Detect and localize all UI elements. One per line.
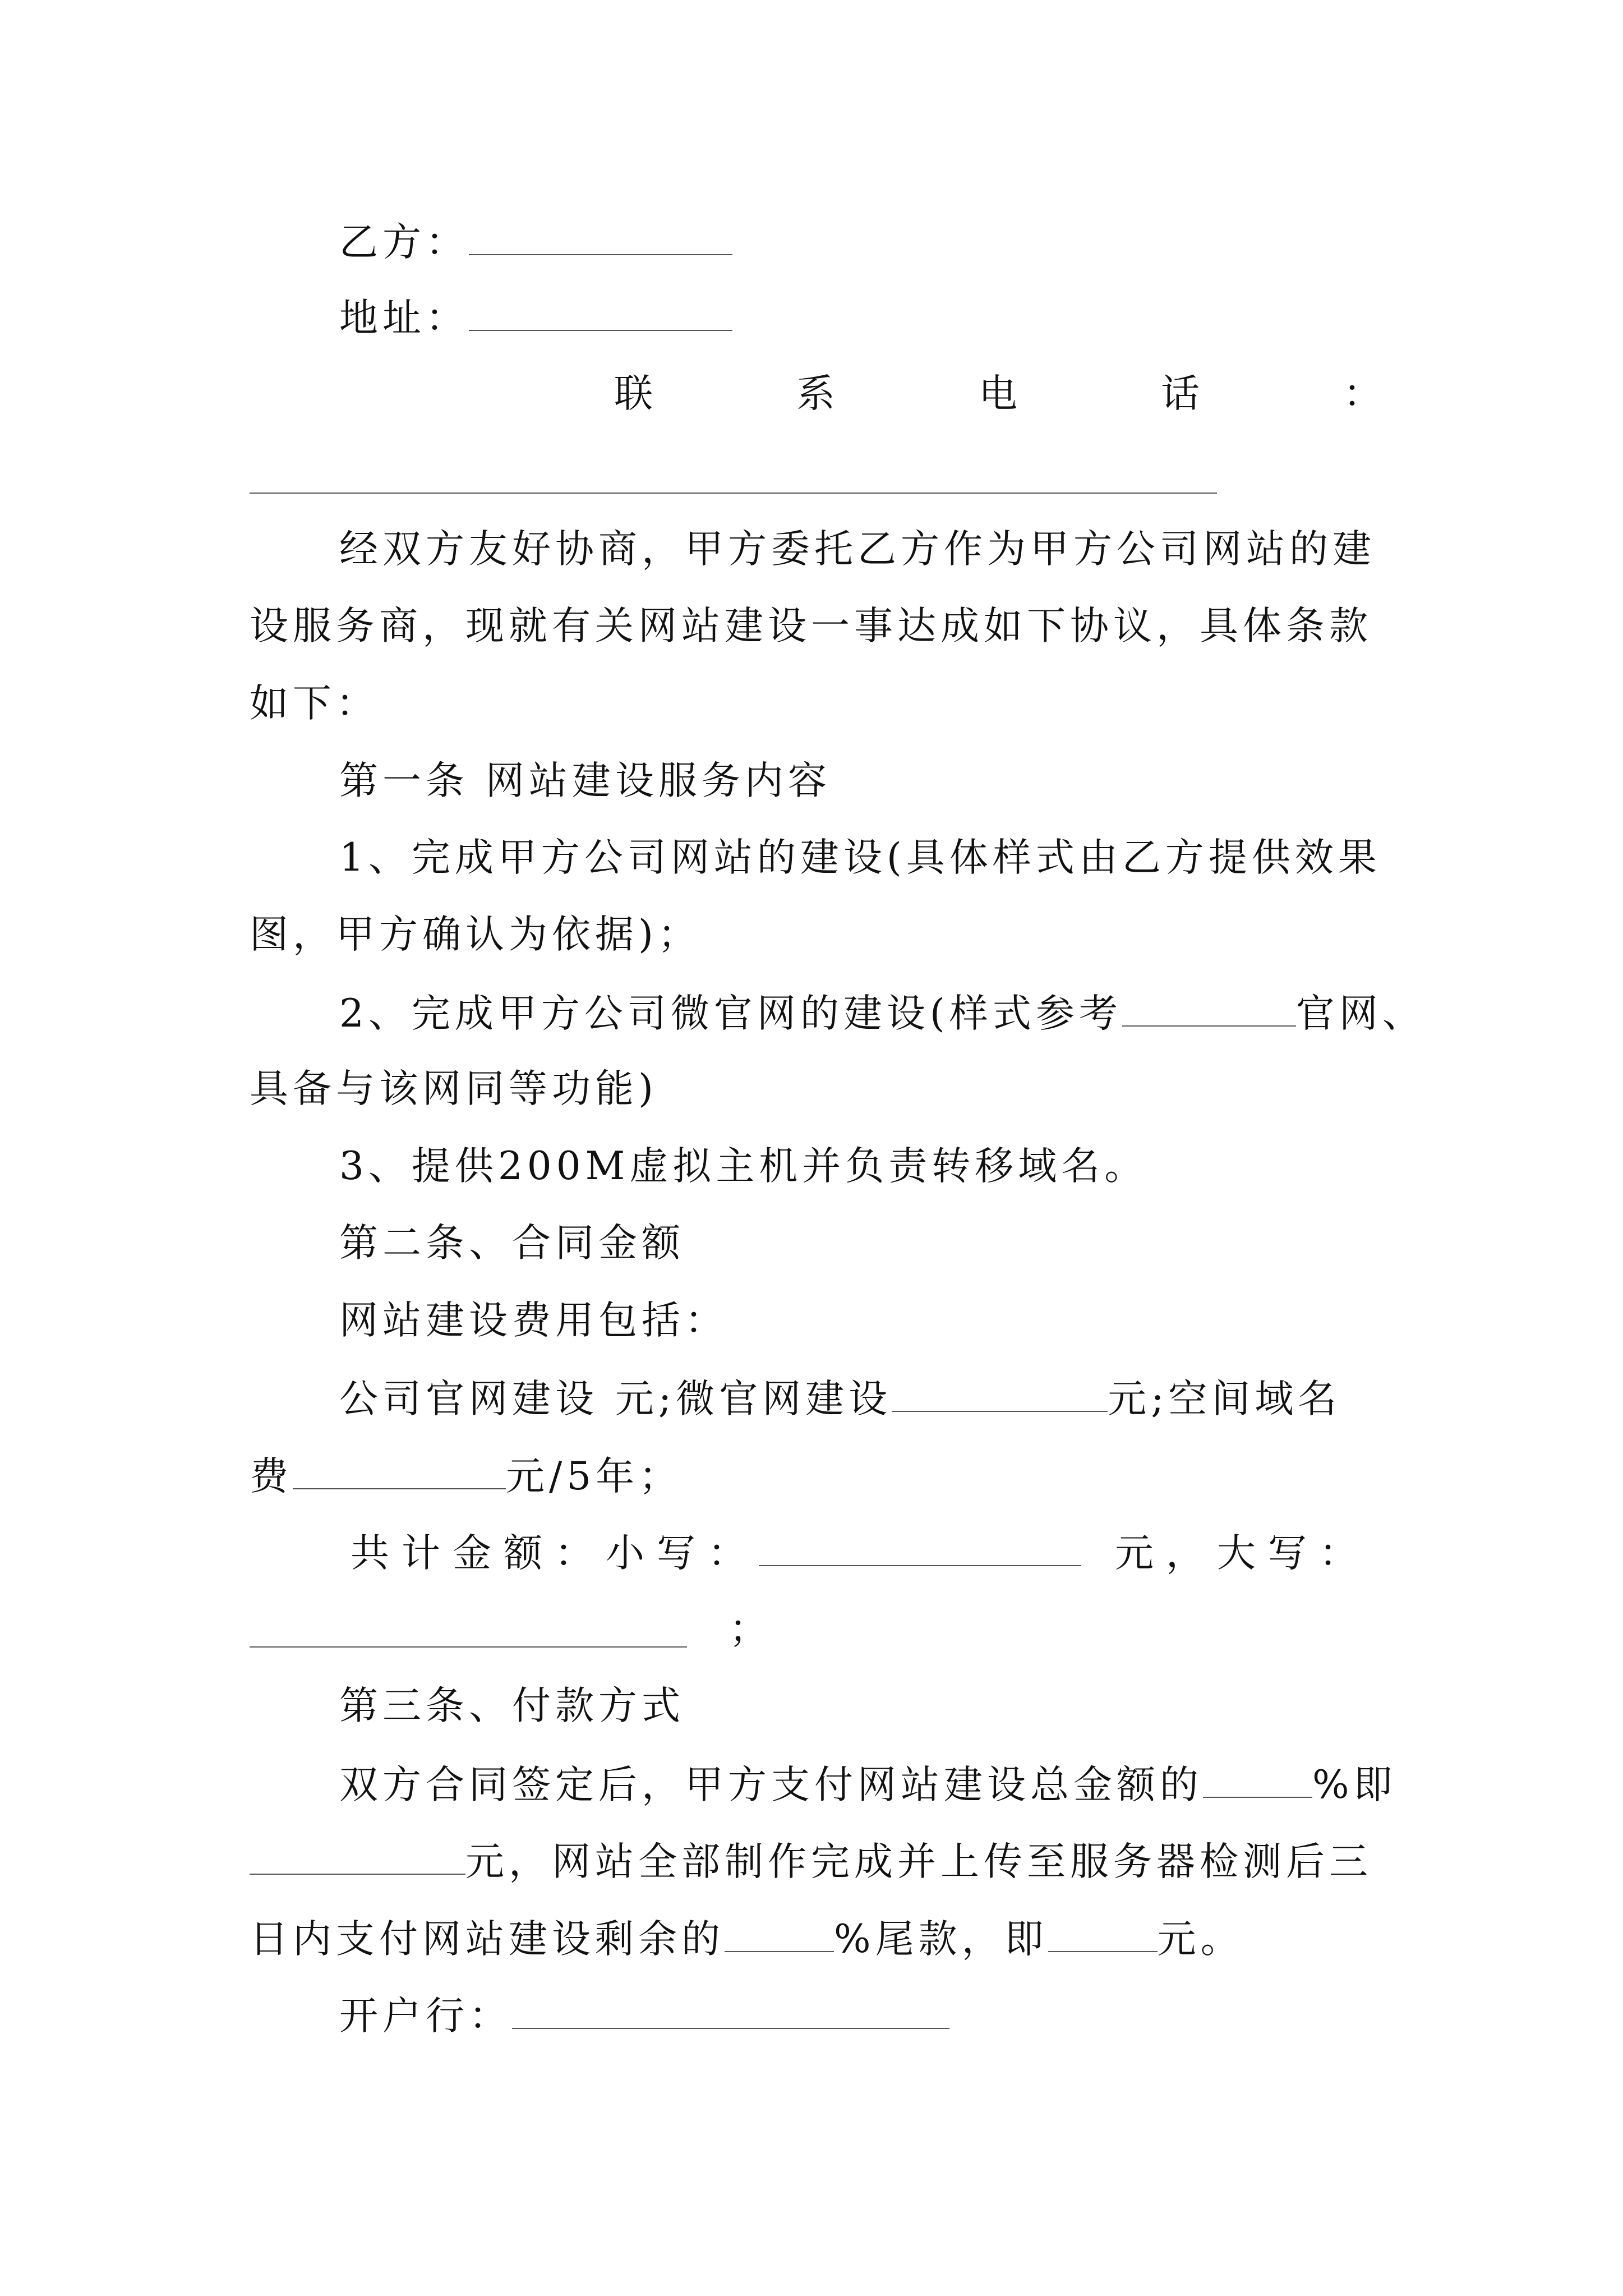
phone-blank[interactable] bbox=[250, 493, 1217, 494]
fee-line2-text-a: 费 bbox=[250, 1454, 293, 1499]
total-line bbox=[351, 1531, 1370, 1576]
pay-line-3 bbox=[250, 1917, 1244, 1962]
intro-line-3: 如下： bbox=[250, 681, 379, 726]
item2-text-a: 2、完成甲方公司微官网的建设(样式参考 bbox=[339, 991, 1122, 1036]
phone-char-2: 系 bbox=[796, 371, 835, 416]
fee-intro: 网站建设费用包括： bbox=[339, 1298, 728, 1343]
phone-char-3: 电 bbox=[979, 371, 1017, 416]
pay-line1-text-b: %即 bbox=[1312, 1763, 1397, 1807]
phone-char-4: 话 bbox=[1161, 371, 1200, 416]
party-b-blank[interactable] bbox=[469, 222, 732, 255]
domain-fee-blank[interactable] bbox=[293, 1456, 506, 1489]
total-text-a: 共计金额：小写： bbox=[351, 1531, 759, 1576]
pay-line3-text-a: 日内支付网站建设剩余的 bbox=[250, 1917, 725, 1962]
bank-line bbox=[339, 1994, 949, 2039]
final-amount-blank[interactable] bbox=[1048, 1918, 1158, 1952]
article1-item2-line2: 具备与该网同等功能) bbox=[250, 1066, 658, 1111]
pay-line3-text-c: 元。 bbox=[1157, 1917, 1244, 1962]
party-b-label: 乙方： bbox=[339, 220, 469, 265]
total-lowercase-blank[interactable] bbox=[759, 1533, 1081, 1566]
fee-line2-text-b: 元/5年； bbox=[506, 1454, 683, 1499]
pay-line3-text-b: %尾款，即 bbox=[834, 1917, 1048, 1962]
pay-line1-text-a: 双方合同签定后，甲方支付网站建设总金额的 bbox=[339, 1763, 1203, 1807]
intro-line-1: 经双方友好协商，甲方委托乙方作为甲方公司网站的建 bbox=[339, 527, 1376, 572]
reference-site-blank[interactable] bbox=[1122, 993, 1296, 1027]
pay-line-1 bbox=[339, 1764, 1397, 1805]
bank-label: 开户行： bbox=[339, 1994, 512, 2039]
article1-item3: 3、提供200M虚拟主机并负责转移域名。 bbox=[339, 1144, 1148, 1189]
party-b-line bbox=[339, 220, 732, 265]
item2-text-b: 官网、 bbox=[1295, 991, 1426, 1036]
article1-item2-line1 bbox=[339, 991, 1426, 1036]
article2-heading: 第二条、合同金额 bbox=[339, 1221, 685, 1266]
article3-heading: 第三条、付款方式 bbox=[339, 1683, 685, 1728]
phone-char-1: 联 bbox=[614, 371, 653, 416]
article1-heading: 第一条 网站建设服务内容 bbox=[339, 758, 831, 803]
pay-line-2 bbox=[250, 1839, 1372, 1884]
fee-line1-text-b: 元;空间域名 bbox=[1108, 1377, 1341, 1421]
fee-line-2 bbox=[250, 1454, 683, 1499]
pay-line2-text: 元，网站全部制作完成并上传至服务器检测后三 bbox=[465, 1839, 1372, 1884]
mini-site-fee-blank[interactable] bbox=[892, 1378, 1108, 1412]
bank-blank[interactable] bbox=[512, 1995, 949, 2029]
article1-item1-line1: 1、完成甲方公司网站的建设(具体样式由乙方提供效果 bbox=[339, 835, 1381, 880]
first-percent-blank[interactable] bbox=[1203, 1764, 1312, 1798]
final-percent-blank[interactable] bbox=[725, 1918, 834, 1952]
phone-char-5: ： bbox=[1343, 371, 1382, 416]
first-amount-blank[interactable] bbox=[250, 1841, 465, 1875]
intro-line-2: 设服务商，现就有关网站建设一事达成如下协议，具体条款 bbox=[250, 604, 1372, 648]
fee-line1-text-a: 公司官网建设 元;微官网建设 bbox=[339, 1377, 892, 1421]
address-label: 地址： bbox=[339, 296, 469, 341]
address-blank[interactable] bbox=[469, 297, 732, 331]
total-text-b: 元，大写： bbox=[1115, 1531, 1370, 1576]
total-end: ； bbox=[729, 1607, 772, 1651]
article1-item1-line2: 图，甲方确认为依据)； bbox=[250, 912, 701, 957]
fee-line-1 bbox=[339, 1378, 1341, 1419]
address-line bbox=[339, 296, 732, 341]
total-uppercase-blank[interactable] bbox=[250, 1646, 687, 1648]
